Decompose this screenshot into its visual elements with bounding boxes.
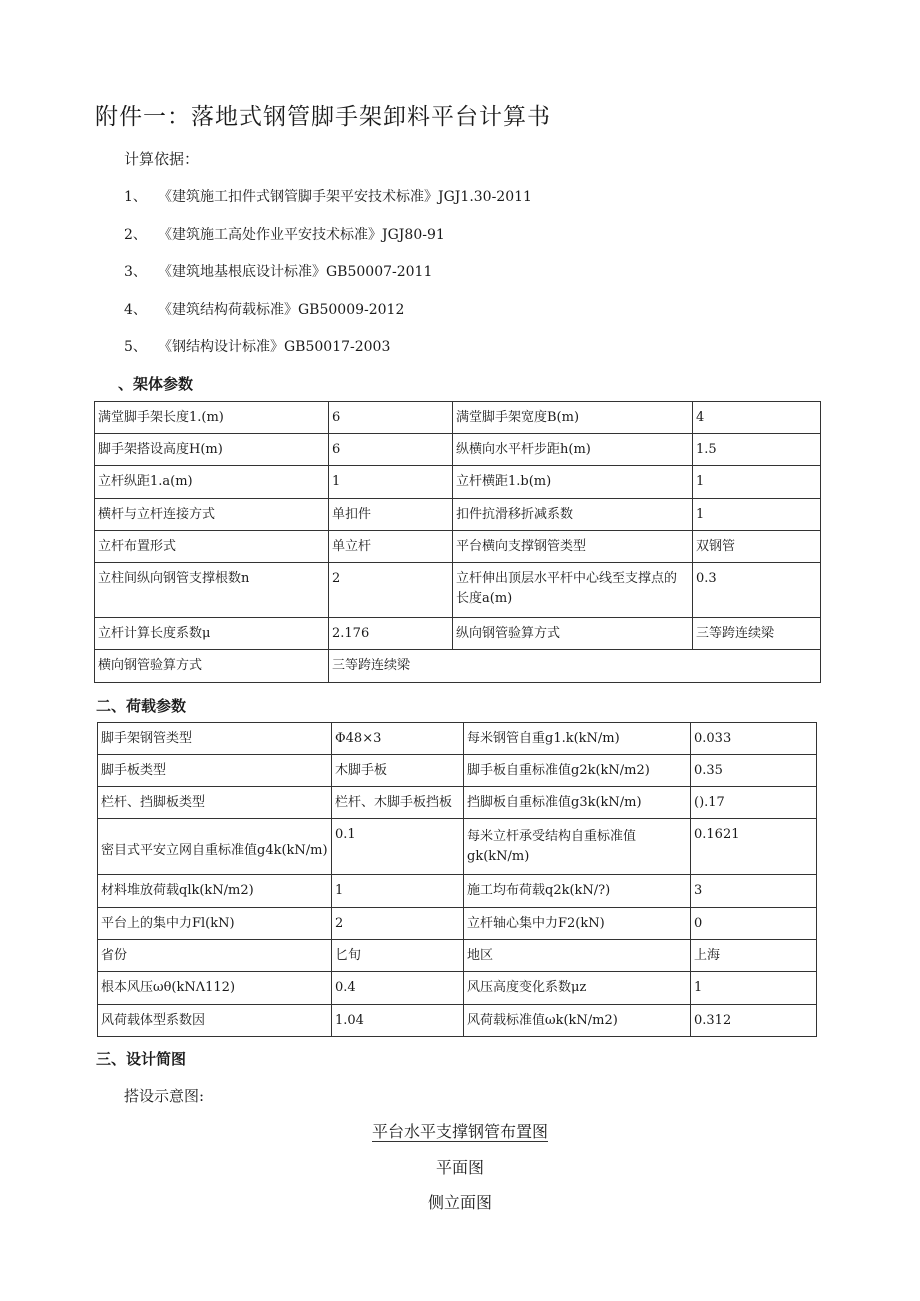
- plan-view-link[interactable]: [0, 1155, 920, 1178]
- param-label: 横向钢管验算方式: [95, 650, 329, 683]
- reference-text: 《建筑结构荷载标准》GB50009-2012: [158, 301, 405, 318]
- param-label: 密目式平安立网自重标准值g4k(kN/m): [98, 819, 332, 875]
- reference-number: 3、: [124, 264, 147, 280]
- param-label: 脚手板类型: [98, 755, 332, 787]
- param-value: 双钢管: [693, 531, 821, 563]
- param-label: 扣件抗滑移折减系数: [453, 499, 693, 531]
- param-value: 1: [329, 466, 453, 499]
- param-value: 0.033: [691, 723, 817, 755]
- reference-item: [124, 224, 532, 262]
- reference-number: 1、: [124, 189, 147, 205]
- param-value: 2: [329, 563, 453, 618]
- reference-number: 5、: [124, 339, 147, 355]
- param-value: 木脚手板: [332, 755, 464, 787]
- table-row: [98, 875, 817, 908]
- link-text[interactable]: 侧立面图: [427, 1193, 492, 1212]
- param-label: 立杆布置形式: [95, 531, 329, 563]
- table-row: [98, 1005, 817, 1037]
- param-value: 0.4: [332, 972, 464, 1005]
- param-value: 匕旬: [332, 940, 464, 972]
- param-value: 三等跨连续梁: [693, 618, 821, 650]
- param-value: 3: [691, 875, 817, 908]
- param-label: 立杆纵距1.a(m): [95, 466, 329, 499]
- param-value: ().17: [691, 787, 817, 819]
- param-value: 1.5: [693, 434, 821, 466]
- param-label: 风荷载体型系数因: [98, 1005, 332, 1037]
- diagram-subtitle: 搭设示意图:: [124, 1087, 205, 1105]
- param-label: 平台上的集中力Fl(kN): [98, 908, 332, 940]
- table-row: [95, 563, 821, 618]
- table-row: [95, 531, 821, 563]
- param-value: 1: [693, 499, 821, 531]
- reference-item: [124, 261, 532, 299]
- param-label: 纵向钢管验算方式: [453, 618, 693, 650]
- param-value: 2.176: [329, 618, 453, 650]
- param-label: 立柱间纵向钢管支撑根数n: [95, 563, 329, 618]
- param-label: 平台横向支撑钢管类型: [453, 531, 693, 563]
- param-value: 栏杆、木脚手板挡板: [332, 787, 464, 819]
- platform-layout-link[interactable]: [0, 1119, 920, 1142]
- param-label: 省份: [98, 940, 332, 972]
- param-label: 风压高度变化系数μz: [464, 972, 691, 1005]
- reference-item: [124, 336, 532, 374]
- param-label: 立杆伸出顶层水平杆中心线至支撑点的长度a(m): [453, 563, 693, 618]
- section-heading-design-diagram: 三、设计简图: [96, 1050, 187, 1068]
- param-value: 1: [691, 972, 817, 1005]
- param-label: 每米立杆承受结构自重标准值gk(kN/m): [464, 819, 691, 875]
- param-value: 1: [693, 466, 821, 499]
- param-label: 材料堆放荷载qlk(kN/m2): [98, 875, 332, 908]
- param-value: 2: [332, 908, 464, 940]
- param-value: 三等跨连续梁: [329, 650, 821, 683]
- reference-text: 《建筑地基根底设计标准》GB50007-2011: [158, 264, 433, 280]
- param-value: 0.312: [691, 1005, 817, 1037]
- param-value: 1.04: [332, 1005, 464, 1037]
- side-elevation-link[interactable]: [0, 1190, 920, 1213]
- reference-number: 2、: [124, 226, 147, 243]
- param-label: 地区: [464, 940, 691, 972]
- section-heading-frame-params: 、架体参数: [118, 375, 194, 393]
- param-label: 脚手架钢管类型: [98, 723, 332, 755]
- param-label: 横杆与立杆连接方式: [95, 499, 329, 531]
- reference-text: 《钢结构设计标准》GB50017-2003: [158, 339, 391, 355]
- param-label: 施工均布荷载q2k(kN/?): [464, 875, 691, 908]
- param-label: 栏杆、挡脚板类型: [98, 787, 332, 819]
- param-value: 0: [691, 908, 817, 940]
- param-label: 立杆横距1.b(m): [453, 466, 693, 499]
- document-title: 附件一：落地式钢管脚手架卸料平台计算书: [95, 104, 551, 130]
- table-row: [98, 940, 817, 972]
- param-value: 单立杆: [329, 531, 453, 563]
- param-label: 满堂脚手架长度1.(m): [95, 402, 329, 434]
- reference-number: 4、: [124, 301, 147, 318]
- table-row: [95, 499, 821, 531]
- table-row: [98, 723, 817, 755]
- param-value: 单扣件: [329, 499, 453, 531]
- param-value: 6: [329, 434, 453, 466]
- param-value: 0.1: [332, 819, 464, 875]
- param-label: 脚手架搭设高度H(m): [95, 434, 329, 466]
- table-row: [95, 618, 821, 650]
- param-value: 4: [693, 402, 821, 434]
- table-row: [98, 972, 817, 1005]
- param-label: 脚手板自重标准值g2k(kN/m2): [464, 755, 691, 787]
- param-value: 0.1621: [691, 819, 817, 875]
- table-row: [95, 650, 821, 683]
- table-row: [95, 466, 821, 499]
- reference-text: 《建筑施工扣件式钢管脚手架平安技术标准》JGJ1.30-2011: [158, 189, 532, 205]
- param-label: 立杆计算长度系数μ: [95, 618, 329, 650]
- load-params-table: [97, 722, 817, 1037]
- frame-params-table: [94, 401, 821, 683]
- param-label: 每米钢管自重g1.k(kN/m): [464, 723, 691, 755]
- param-value: 1: [332, 875, 464, 908]
- table-row: [95, 434, 821, 466]
- param-label: 挡脚板自重标准值g3k(kN/m): [464, 787, 691, 819]
- table-row: [98, 908, 817, 940]
- basis-label: 计算依据：: [124, 150, 200, 168]
- table-row: [98, 787, 817, 819]
- reference-item: [124, 186, 532, 224]
- param-value: 上海: [691, 940, 817, 972]
- reference-list: [124, 186, 532, 374]
- table-row: [98, 819, 817, 875]
- link-text[interactable]: 平面图: [435, 1158, 484, 1177]
- reference-text: 《建筑施工高处作业平安技术标准》JGJ80-91: [158, 226, 445, 243]
- param-label: 立杆轴心集中力F2(kN): [464, 908, 691, 940]
- param-value: 6: [329, 402, 453, 434]
- param-label: 风荷载标准值ωk(kN/m2): [464, 1005, 691, 1037]
- param-value: 0.3: [693, 563, 821, 618]
- param-label: 纵横向水平杆步距h(m): [453, 434, 693, 466]
- table-row: [98, 755, 817, 787]
- link-text[interactable]: 平台水平支撑钢管布置图: [371, 1122, 548, 1141]
- param-value: Φ48×3: [332, 723, 464, 755]
- param-label: 满堂脚手架宽度B(m): [453, 402, 693, 434]
- param-value: 0.35: [691, 755, 817, 787]
- section-heading-load-params: 二、荷载参数: [96, 697, 187, 715]
- table-row: [95, 402, 821, 434]
- reference-item: [124, 299, 532, 337]
- param-label: 根本风压ωθ(kNΛ112): [98, 972, 332, 1005]
